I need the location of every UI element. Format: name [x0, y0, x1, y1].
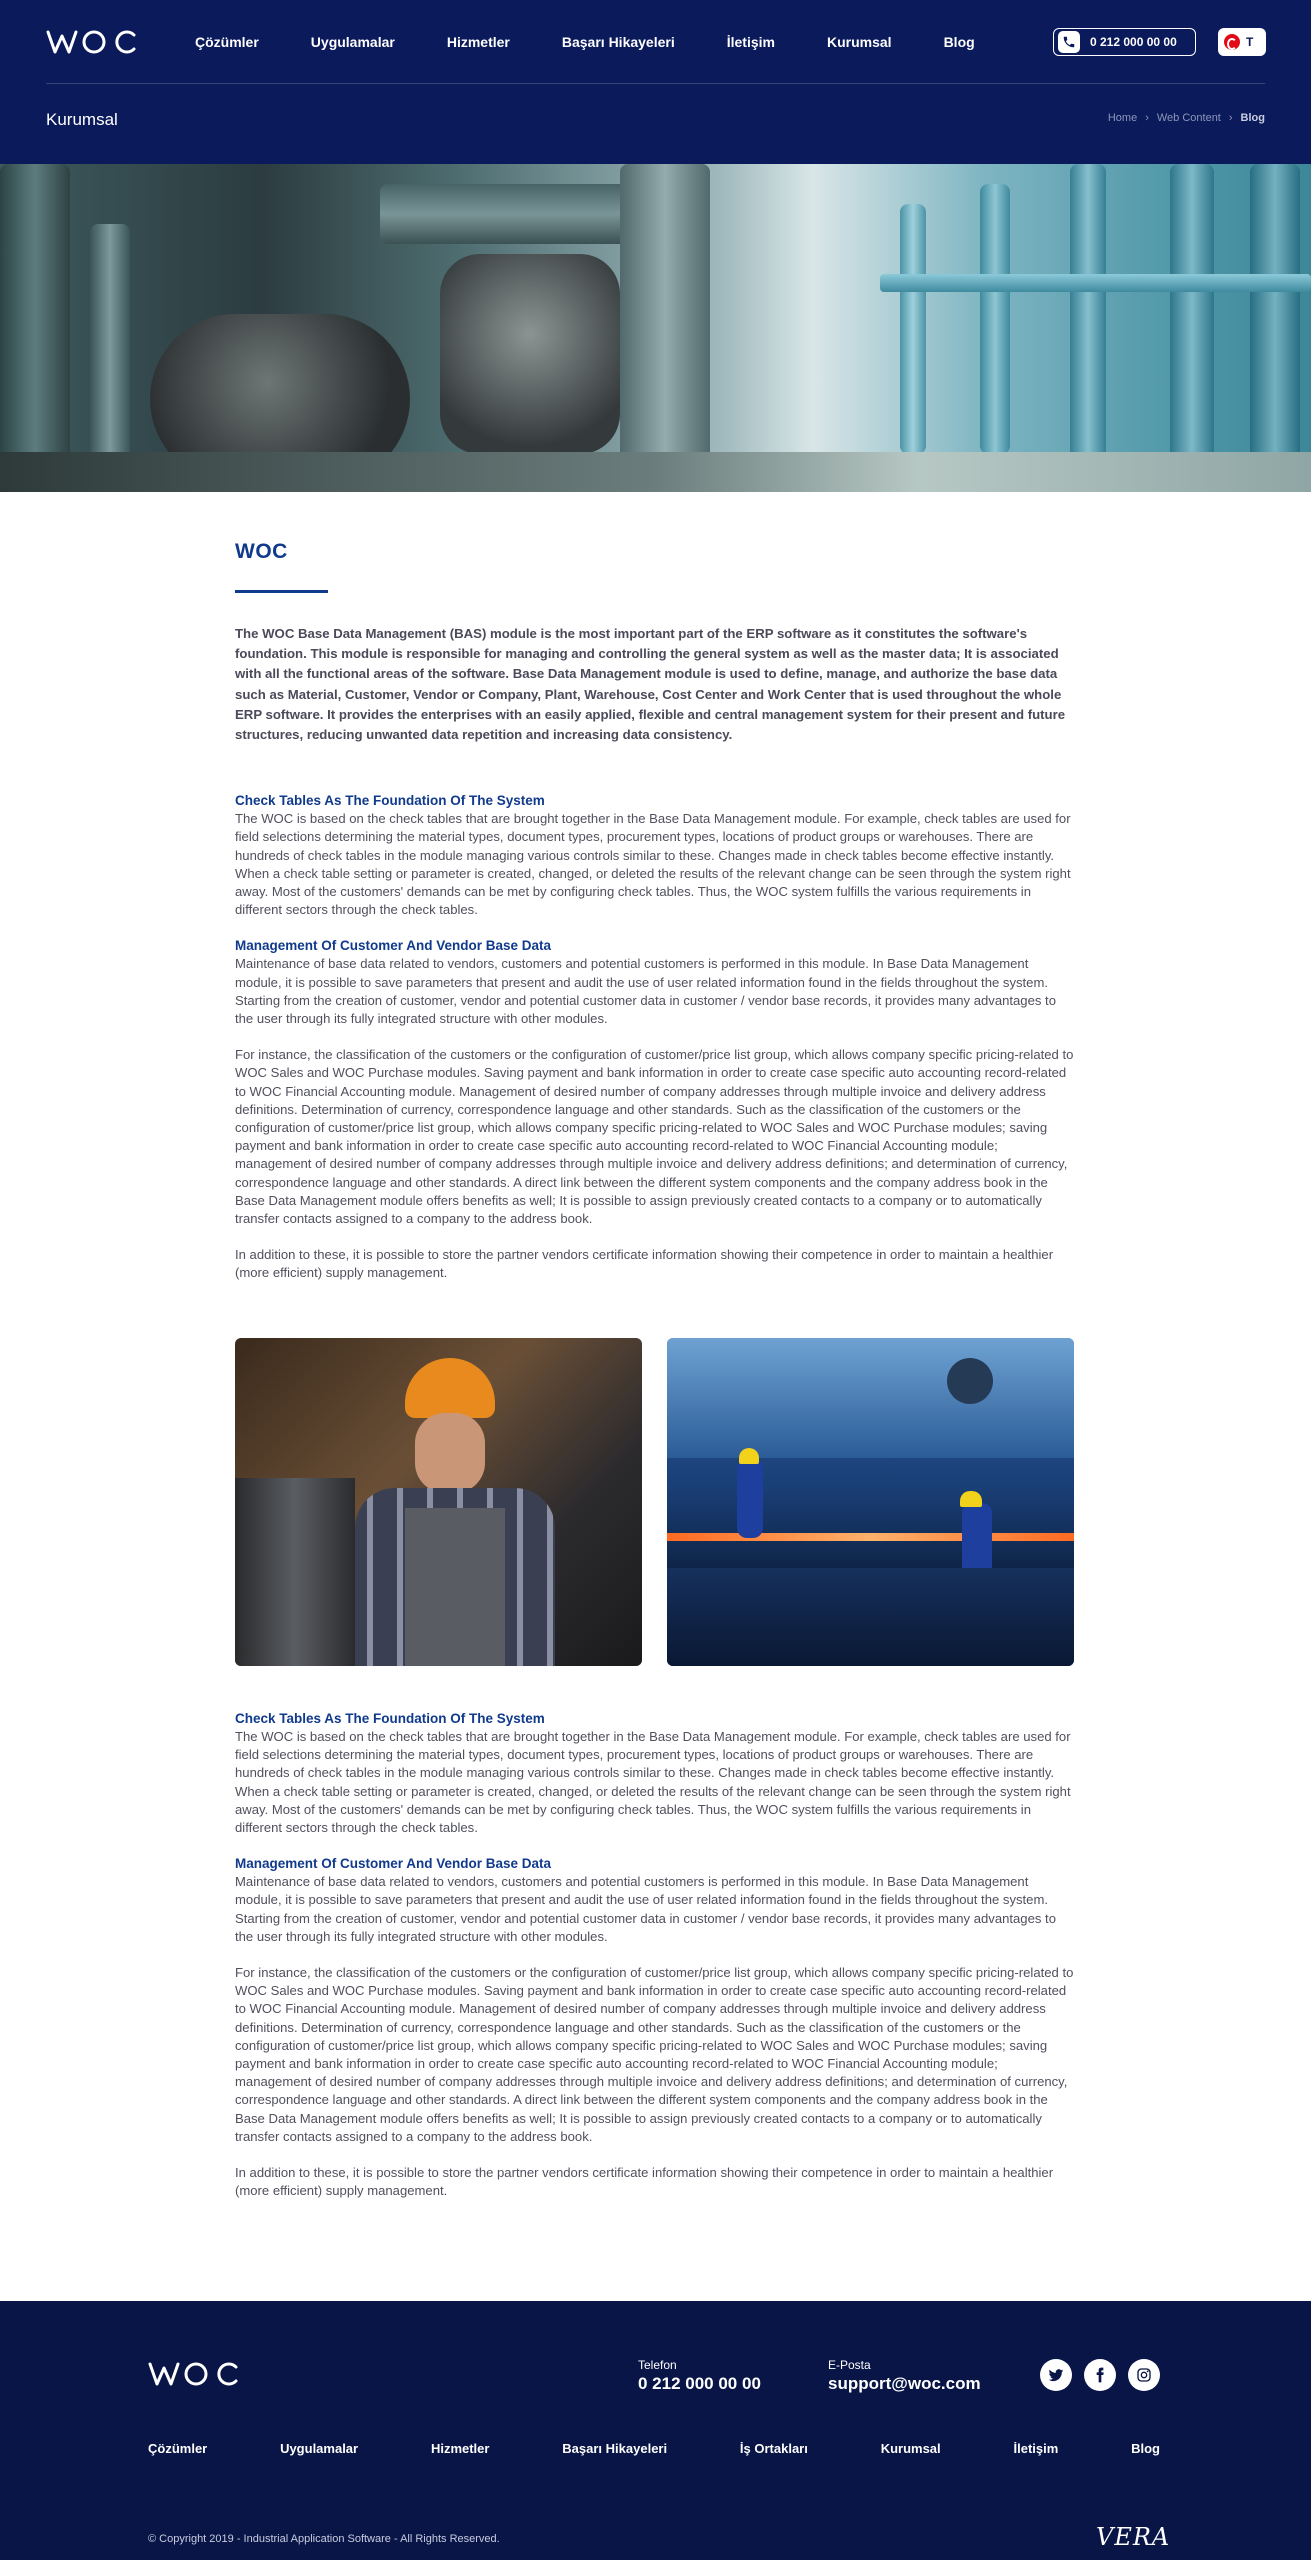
woc-logo-icon	[148, 2361, 240, 2387]
footer-phone-label: Telefon	[638, 2358, 677, 2372]
article-content-repeat	[235, 1710, 1075, 2200]
footer-email	[828, 2358, 981, 2394]
section-text-customer-vendor-2: For instance, the classification of the customers or the configuration of customer/price list group, which allows company specific pricing-related to WOC Sales and WOC Purchase modules. Saving payment and bank information in order to create case specific auto accounting record-related to WOC Financial Accounting module. Management of desired number of company addresses through multiple invoice and delivery address definitions. Determination of currency, correspondence language and other standards. Such as the classification of the customers or the configuration of customer/price list group, which allows company specific pricing-related to WOC Sales and WOC Purchase modules; saving payment and bank information in order to create case specific auto accounting record-related to WOC Financial Accounting module; management of desired number of company addresses through multiple invoice and delivery address definitions; and determination of currency, correspondence language and other standards. A direct link between the different system components and the company address book in the Base Data Management module offers benefits as well; It is possible to assign previously created contacts to a company or to automatically transfer contacts assigned to a company to the address book.	[235, 1047, 1074, 1227]
footer-email-label: E-Posta	[828, 2358, 871, 2372]
phone-button[interactable]	[1053, 28, 1196, 56]
section-text-check-tables: The WOC is based on the check tables that are brought together in the Base Data Management module. For example, check tables are used for field selections determining the material types, document types, procurement types, locations of product groups or warehouses. There are hundreds of check tables in the module managing various controls similar to these. Changes made in check tables become effective instantly. When a check table setting or parameter is created, changed, or deleted the results of the relevant change can be seen through the system right away. Most of the customers' demands can be met by configuring check tables. Thus, the WOC system fulfills the various requirements in different sectors through the check tables.	[235, 811, 1071, 918]
vera-credit-logo[interactable]: VERA	[1096, 2523, 1171, 2551]
article-content	[235, 540, 1075, 1283]
site-header	[0, 0, 1311, 164]
nav-item-blog[interactable]: Blog	[943, 34, 975, 50]
nav-item-uygulamalar[interactable]: Uygulamalar	[310, 34, 395, 50]
twitter-icon[interactable]	[1040, 2359, 1072, 2391]
footer-nav-uygulamalar[interactable]: Uygulamalar	[280, 2441, 359, 2456]
breadcrumb-home[interactable]: Home	[1107, 112, 1138, 124]
section-text-customer-vendor-3: In addition to these, it is possible to store the partner vendors certificate information showing their competence in order to maintain a healthier (more efficient) supply management.	[235, 1247, 1054, 1281]
hero-image	[0, 164, 1311, 492]
page-title: Kurumsal	[46, 110, 118, 129]
phone-icon	[1058, 31, 1080, 53]
section-text-customer-vendor-2-repeat: For instance, the classification of the customers or the configuration of customer/price list group, which allows company specific pricing-related to WOC Sales and WOC Purchase modules. Saving payment and bank information in order to create case specific auto accounting record-related to WOC Financial Accounting module. Management of desired number of company addresses through multiple invoice and delivery address definitions. Determination of currency, correspondence language and other standards. Such as the classification of the customers or the configuration of customer/price list group, which allows company specific pricing-related to WOC Sales and WOC Purchase modules; saving payment and bank information in order to create case specific auto accounting record-related to WOC Financial Accounting module; management of desired number of company addresses through multiple invoice and delivery address definitions; and determination of currency, correspondence language and other standards. A direct link between the different system components and the company address book in the Base Data Management module offers benefits as well; It is possible to assign previously created contacts to a company or to automatically transfer contacts assigned to a company to the address book.	[235, 1965, 1074, 2144]
instagram-icon[interactable]	[1128, 2359, 1160, 2391]
section-text-customer-vendor-3-repeat: In addition to these, it is possible to store the partner vendors certificate information showing their competence in order to maintain a healthier (more efficient) supply management.	[235, 2165, 1054, 2199]
nav-item-hizmetler[interactable]: Hizmetler	[446, 34, 510, 50]
factory-workers-photo	[667, 1338, 1074, 1666]
header-divider	[46, 83, 1265, 84]
worker-photo	[235, 1338, 642, 1666]
section-text-customer-vendor-repeat: Maintenance of base data related to vendors, customers and potential customers is performed in this module. In Base Data Management module, it is possible to save parameters that present and audit the use of user related information found in the fields throughout the system. Starting from the creation of customer, vendor and potential customer data in customer / vendor base records, it provides many advantages to the user through its fully integrated structure with other modules.	[235, 1874, 1056, 1944]
header-phone-number: 0 212 000 00 00	[1090, 35, 1177, 49]
breadcrumb-chevron-icon: ›	[1228, 112, 1233, 124]
language-label: T	[1246, 35, 1254, 49]
main-nav	[195, 30, 1027, 54]
footer-phone	[638, 2358, 761, 2394]
article-title: WOC	[235, 540, 288, 563]
section-heading-check-tables: Check Tables As The Foundation Of The System	[235, 793, 545, 809]
footer-nav-is-ortaklari[interactable]: İş Ortakları	[739, 2441, 808, 2456]
footer-nav	[148, 2441, 1160, 2456]
social-links	[1040, 2359, 1160, 2391]
site-footer	[0, 2301, 1311, 2560]
footer-phone-value[interactable]: 0 212 000 00 00	[638, 2374, 761, 2393]
nav-item-cozumler[interactable]: Çözümler	[195, 34, 259, 50]
breadcrumb-current: Blog	[1240, 112, 1265, 124]
title-underline	[235, 590, 328, 593]
footer-nav-hizmetler[interactable]: Hizmetler	[430, 2441, 490, 2456]
article-intro: The WOC Base Data Management (BAS) module is the most important part of the ERP software as it constitutes the software's foundation. This module is responsible for managing and controlling the general system as well as the master data; It is associated with all the functional areas of the software. Base Data Management module is used to define, manage, and authorize the base data such as Material, Customer, Vendor or Company, Plant, Warehouse, Cost Center and Work Center that is used throughout the whole ERP software. It provides the enterprises with an easily applied, flexible and central management system for their present and future structures, reducing unwanted data repetition and increasing data consistency.	[235, 626, 1066, 743]
language-selector[interactable]	[1218, 28, 1266, 56]
section-heading-customer-vendor-repeat: Management Of Customer And Vendor Base Data	[235, 1856, 552, 1872]
nav-item-basari-hikayeleri[interactable]: Başarı Hikayeleri	[561, 34, 675, 50]
copyright: © Copyright 2019 - Industrial Application Software - All Rights Reserved.	[148, 2533, 500, 2545]
logo[interactable]	[46, 24, 138, 60]
nav-item-kurumsal[interactable]: Kurumsal	[826, 34, 892, 50]
section-heading-check-tables-repeat: Check Tables As The Foundation Of The System	[235, 1711, 545, 1726]
footer-nav-blog[interactable]: Blog	[1131, 2441, 1160, 2456]
breadcrumb	[1108, 112, 1265, 124]
footer-logo[interactable]	[148, 2361, 240, 2392]
turkey-flag-icon	[1224, 34, 1240, 50]
article-images	[235, 1338, 1074, 1666]
section-text-check-tables-repeat: The WOC is based on the check tables that are brought together in the Base Data Management module. For example, check tables are used for field selections determining the material types, document types, procurement types, locations of product groups or warehouses. There are hundreds of check tables in the module managing various controls similar to these. Changes made in check tables become effective instantly. When a check table setting or parameter is created, changed, or deleted the results of the relevant change can be seen through the system right away. Most of the customers' demands can be met by configuring check tables. Thus, the WOC system fulfills the various requirements in different sectors through the check tables.	[235, 1729, 1071, 1836]
footer-nav-iletisim[interactable]: İletişim	[1013, 2441, 1059, 2456]
footer-nav-cozumler[interactable]: Çözümler	[148, 2441, 208, 2456]
footer-nav-kurumsal[interactable]: Kurumsal	[880, 2441, 941, 2456]
footer-email-value[interactable]: support@woc.com	[828, 2374, 981, 2393]
breadcrumb-chevron-icon: ›	[1145, 112, 1149, 124]
nav-item-iletisim[interactable]: İletişim	[726, 34, 775, 50]
footer-nav-basari-hikayeleri[interactable]: Başarı Hikayeleri	[562, 2441, 668, 2456]
facebook-icon[interactable]	[1084, 2359, 1116, 2391]
section-text-customer-vendor: Maintenance of base data related to vendors, customers and potential customers is performed in this module. In Base Data Management module, it is possible to save parameters that present and audit the use of user related information found in the fields throughout the system. Starting from the creation of customer, vendor and potential customer data in customer / vendor base records, it provides many advantages to the user through its fully integrated structure with other modules.	[235, 956, 1056, 1027]
section-heading-customer-vendor: Management Of Customer And Vendor Base Data	[235, 938, 552, 954]
breadcrumb-web-content[interactable]: Web Content	[1156, 112, 1221, 124]
woc-logo-icon	[46, 29, 138, 55]
